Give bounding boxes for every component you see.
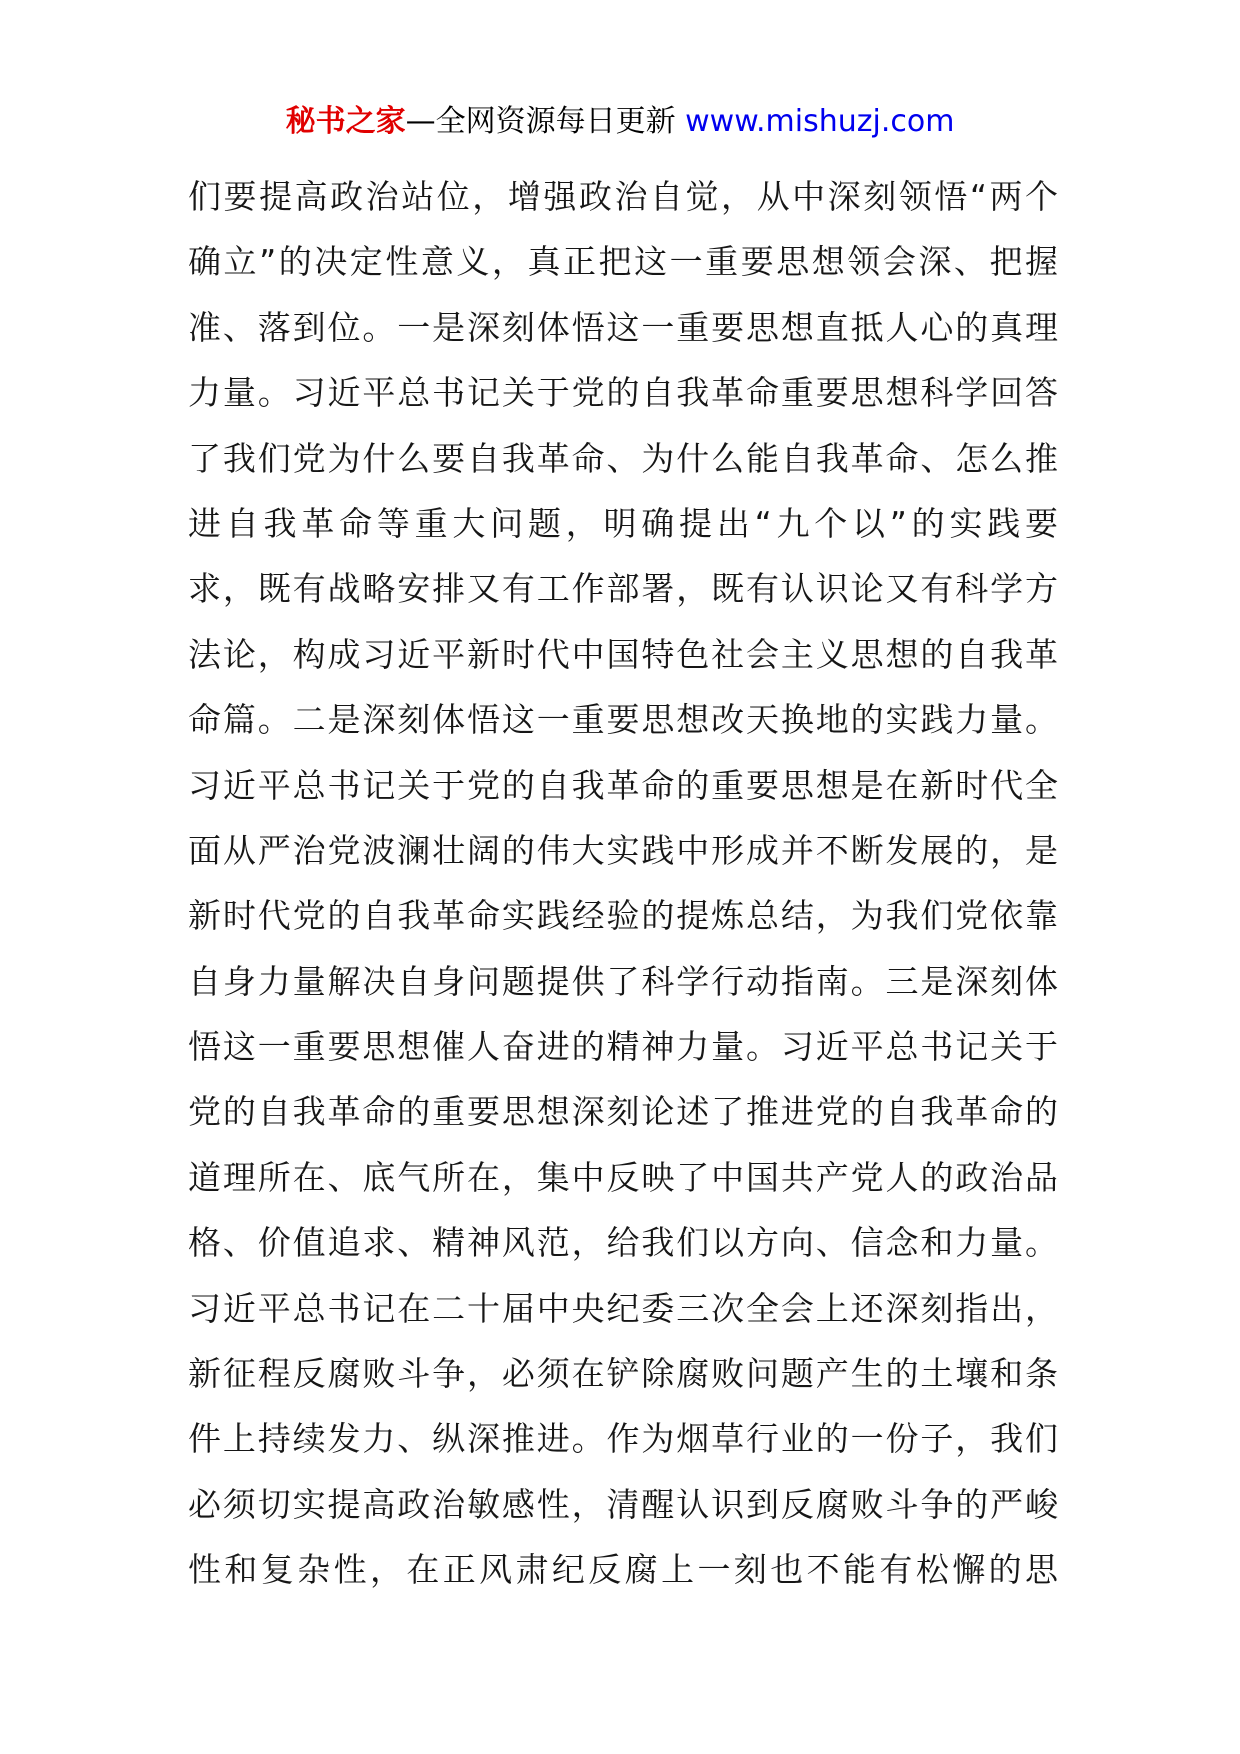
text-line: 们要提高政治站位，增强政治自觉，从中深刻领悟“两个	[188, 177, 1058, 216]
text-line: 党的自我革命的重要思想深刻论述了推进党的自我革命的	[188, 1092, 1058, 1132]
text-line: 件上持续发力、纵深推进。作为烟草行业的一份子，我们	[188, 1419, 1058, 1459]
text-line: 悟这一重要思想催人奋进的精神力量。习近平总书记关于	[188, 1027, 1058, 1067]
text-line: 必须切实提高政治敏感性，清醒认识到反腐败斗争的严峻	[188, 1484, 1058, 1524]
text-line: 进自我革命等重大问题，明确提出“九个以”的实践要	[188, 503, 1058, 543]
document-body	[188, 164, 1058, 1603]
text-line: 法论，构成习近平新时代中国特色社会主义思想的自我革	[188, 634, 1058, 674]
text-line: 道理所在、底气所在，集中反映了中国共产党人的政治品	[188, 1157, 1058, 1197]
text-line: 习近平总书记关于党的自我革命的重要思想是在新时代全	[188, 765, 1058, 805]
text-line: 面从严治党波澜壮阔的伟大实践中形成并不断发展的，是	[188, 830, 1058, 870]
text-line: 确立”的决定性意义，真正把这一重要思想领会深、把握	[188, 242, 1058, 282]
site-header	[0, 100, 1240, 144]
site-url-link[interactable]: www.mishuzj.com	[685, 104, 955, 139]
text-line: 新征程反腐败斗争，必须在铲除腐败问题产生的土壤和条	[188, 1354, 1058, 1394]
text-line: 习近平总书记在二十届中央纪委三次全会上还深刻指出，	[188, 1288, 1058, 1328]
text-line: 力量。习近平总书记关于党的自我革命重要思想科学回答	[188, 373, 1058, 413]
brand-name: 秘书之家	[285, 104, 406, 139]
text-line: 求，既有战略安排又有工作部署，既有认识论又有科学方	[188, 569, 1058, 609]
text-line: 格、价值追求、精神风范，给我们以方向、信念和力量。	[188, 1223, 1058, 1263]
text-line: 命篇。二是深刻体悟这一重要思想改天换地的实践力量。	[188, 700, 1058, 740]
text-line: 自身力量解决自身问题提供了科学行动指南。三是深刻体	[188, 961, 1058, 1001]
text-line: 准、落到位。一是深刻体悟这一重要思想直抵人心的真理	[188, 307, 1058, 347]
text-line: 性和复杂性，在正风肃纪反腐上一刻也不能有松懈的思	[188, 1550, 1058, 1590]
text-line: 了我们党为什么要自我革命、为什么能自我革命、怎么推	[188, 438, 1058, 478]
header-slogan: —全网资源每日更新	[405, 104, 676, 139]
text-line: 新时代党的自我革命实践经验的提炼总结，为我们党依靠	[188, 896, 1058, 936]
